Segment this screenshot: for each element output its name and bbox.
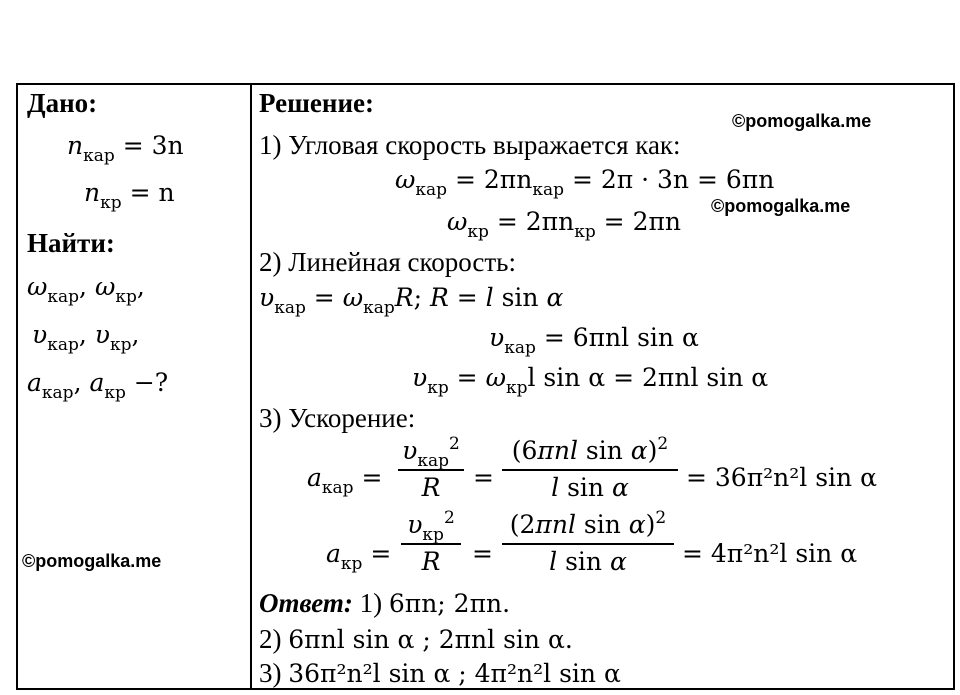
omega-cr-formula: $\omega_{кр} = 2\pi n_{кр} = 2\pi n$ xyxy=(447,207,682,242)
answer-line-3 xyxy=(259,660,621,687)
given-n-car: $n_{кар} = 3n$ xyxy=(67,131,184,166)
answer-3: 36π²n²l sin α ; 4π²n²l sin α xyxy=(288,659,621,688)
column-divider xyxy=(250,85,252,688)
a-cr-fraction-2: (2πnl sin α)$^2$ l sin α xyxy=(502,512,674,574)
omega-car-formula: $\omega_{кар} = 2\pi n_{кар} = 2\pi \cdot 3n = 6\pi n$ xyxy=(395,165,775,200)
answer-line-1 xyxy=(259,590,510,617)
v-car-formula-rhs: = 6πnl sin α xyxy=(543,323,699,352)
answer-3-prefix: 3) xyxy=(259,658,282,688)
find-omegas: $\omega_{кар}$, $\omega_{кр}$, xyxy=(27,272,145,307)
step3-text: 3) Ускорение: xyxy=(259,403,416,433)
watermark-left: ©pomogalka.me xyxy=(22,551,162,571)
a-car-result: = 36π²n²l sin α xyxy=(686,463,877,492)
a-car-equals: = xyxy=(473,463,494,492)
answer-2-prefix: 2) xyxy=(259,624,282,654)
omega-cr-expr: = 2πn xyxy=(496,207,575,236)
a-car-fraction-2: (6πnl sin α)$^2$ l sin α xyxy=(502,438,678,500)
answer-line-2 xyxy=(259,626,573,653)
v-cr-formula: $\upsilon_{кр} = \omega_{кр}l$ sin α = 2πnl sin α xyxy=(412,363,769,398)
answer-1-prefix: 1) xyxy=(359,588,383,618)
v-car-formula: $\upsilon_{кар} = 6\pi nl$ sin α xyxy=(489,323,699,358)
velocity-definition: $\upsilon_{кар} = \omega_{кар}R$; R = l sin α xyxy=(259,283,564,318)
a-cr-result: = 4π²n²l sin α xyxy=(682,539,858,568)
given-title: Дано: xyxy=(27,88,98,118)
given-n-cr: $n_{кр} = n$ xyxy=(84,178,175,213)
watermark-top-right: ©pomogalka.me xyxy=(732,111,872,131)
given-n-car-value: 3n xyxy=(151,131,184,160)
a-car-lhs: $a_{кар}$ = xyxy=(307,463,383,498)
a-cr-equals: = xyxy=(472,539,493,568)
step2-text: 2) Линейная скорость: xyxy=(259,247,516,277)
find-question: −? xyxy=(133,368,169,397)
answer-2: 6πnl sin α ; 2πnl sin α. xyxy=(288,625,573,654)
a-cr-lhs: $a_{кр}$ = xyxy=(326,539,392,574)
answer-1: 6πn; 2πn. xyxy=(388,589,511,618)
find-title: Найти: xyxy=(27,228,115,258)
solution-title: Решение: xyxy=(259,88,374,118)
omega-cr-expr2: = 2πn xyxy=(603,207,682,236)
v-cr-formula-rhs: l sin α = 2πnl sin α xyxy=(527,363,769,392)
find-accelerations: $a_{кар}$, $a_{кр}$ −? xyxy=(27,368,169,403)
step1-text: 1) Угловая скорость выражается как: xyxy=(259,130,681,160)
answer-label: Ответ: xyxy=(259,588,353,618)
find-velocities: $\upsilon_{кар}$, $\upsilon_{кр}$, xyxy=(32,320,140,355)
a-car-fraction-1: $\upsilon_{кар}^2$ R xyxy=(398,438,464,500)
a-cr-fraction-1: $\upsilon_{кр}^2$ R xyxy=(401,512,461,574)
watermark-mid-right: ©pomogalka.me xyxy=(711,196,851,216)
omega-car-expr: = 2πn xyxy=(455,165,533,194)
given-n-cr-value: n xyxy=(158,178,175,207)
omega-car-expr2: = 2π · 3n = 6πn xyxy=(571,165,775,194)
